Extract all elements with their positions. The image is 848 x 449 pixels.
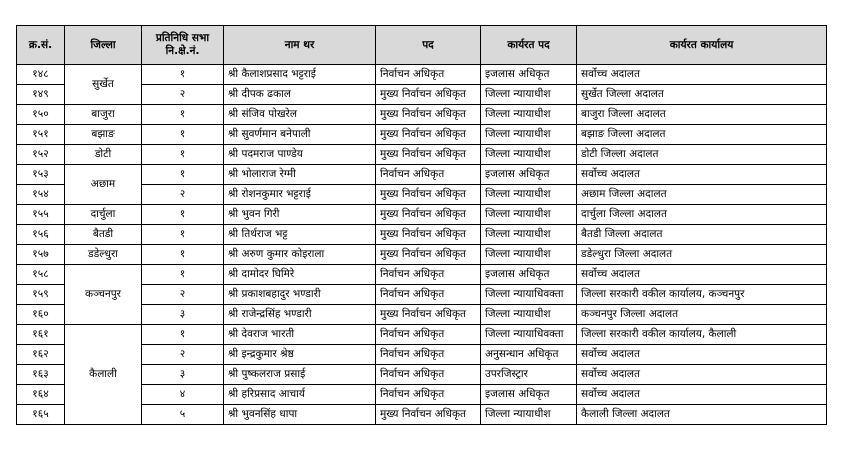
cell-working-office: सर्वोच्च अदालत xyxy=(577,265,827,285)
cell-constituency: १ xyxy=(142,225,224,245)
cell-post: निर्वाचन अधिकृत xyxy=(376,65,481,85)
cell-working-office: सर्वोच्च अदालत xyxy=(577,345,827,365)
cell-district: बैतडी xyxy=(65,225,142,245)
cell-district: दार्चुला xyxy=(65,205,142,225)
cell-district: कञ्चनपुर xyxy=(65,265,142,325)
header-name: नाम थर xyxy=(224,26,376,65)
cell-district: डडेल्धुरा xyxy=(65,245,142,265)
cell-name: श्री तिर्थराज भट्ट xyxy=(224,225,376,245)
table-row xyxy=(17,325,827,345)
cell-constituency: १ xyxy=(142,165,224,185)
cell-constituency: १ xyxy=(142,125,224,145)
table-row xyxy=(17,245,827,265)
cell-sn: १६२ xyxy=(17,345,65,365)
cell-district: बाजुरा xyxy=(65,105,142,125)
cell-constituency: २ xyxy=(142,285,224,305)
table-row xyxy=(17,145,827,165)
table-row xyxy=(17,125,827,145)
table-row xyxy=(17,105,827,125)
cell-post: मुख्य निर्वाचन अधिकृत xyxy=(376,185,481,205)
cell-post: मुख्य निर्वाचन अधिकृत xyxy=(376,125,481,145)
cell-working-post: इजलास अधिकृत xyxy=(481,65,577,85)
cell-working-office: जिल्ला सरकारी वकील कार्यालय, कञ्चनपुर xyxy=(577,285,827,305)
cell-working-office: सर्वोच्च अदालत xyxy=(577,385,827,405)
cell-name: श्री पुष्कलराज प्रसाई xyxy=(224,365,376,385)
cell-working-post: जिल्ला न्यायाधीश xyxy=(481,405,577,425)
header-row xyxy=(17,26,827,65)
cell-post: मुख्य निर्वाचन अधिकृत xyxy=(376,225,481,245)
table-row xyxy=(17,65,827,85)
header-constituency: प्रतिनिधि सभा नि.क्षे.नं. xyxy=(142,26,224,65)
cell-name: श्री रोशनकुमार भट्टराई xyxy=(224,185,376,205)
cell-constituency: १ xyxy=(142,265,224,285)
cell-sn: १५६ xyxy=(17,225,65,245)
cell-sn: १४९ xyxy=(17,85,65,105)
cell-name: श्री हरिप्रसाद आचार्य xyxy=(224,385,376,405)
cell-name: श्री कैलाशप्रसाद भट्टराई xyxy=(224,65,376,85)
cell-sn: १५९ xyxy=(17,285,65,305)
cell-constituency: १ xyxy=(142,325,224,345)
cell-sn: १६० xyxy=(17,305,65,325)
cell-sn: १५५ xyxy=(17,205,65,225)
cell-sn: १५४ xyxy=(17,185,65,205)
header-sn: क्र.सं. xyxy=(17,26,65,65)
cell-working-post: जिल्ला न्यायाधिवक्ता xyxy=(481,325,577,345)
cell-working-post: जिल्ला न्यायाधीश xyxy=(481,185,577,205)
cell-post: मुख्य निर्वाचन अधिकृत xyxy=(376,405,481,425)
cell-sn: १५८ xyxy=(17,265,65,285)
cell-post: निर्वाचन अधिकृत xyxy=(376,165,481,185)
cell-name: श्री प्रकाशबहादुर भण्डारी xyxy=(224,285,376,305)
cell-working-post: जिल्ला न्यायाधीश xyxy=(481,105,577,125)
cell-post: निर्वाचन अधिकृत xyxy=(376,285,481,305)
cell-working-office: सुर्खेत जिल्ला अदालत xyxy=(577,85,827,105)
cell-working-office: बझाङ जिल्ला अदालत xyxy=(577,125,827,145)
cell-name: श्री भोलाराज रेग्मी xyxy=(224,165,376,185)
cell-district: बझाङ xyxy=(65,125,142,145)
cell-working-office: कैलाली जिल्ला अदालत xyxy=(577,405,827,425)
cell-working-office: डोटी जिल्ला अदालत xyxy=(577,145,827,165)
cell-working-office: डडेल्धुरा जिल्ला अदालत xyxy=(577,245,827,265)
cell-constituency: २ xyxy=(142,85,224,105)
header-working-office: कार्यरत कार्यालय xyxy=(577,26,827,65)
cell-sn: १५० xyxy=(17,105,65,125)
cell-working-office: सर्वोच्च अदालत xyxy=(577,365,827,385)
cell-working-office: बाजुरा जिल्ला अदालत xyxy=(577,105,827,125)
table-row xyxy=(17,205,827,225)
cell-district: सुर्खेत xyxy=(65,65,142,105)
cell-working-post: इजलास अधिकृत xyxy=(481,165,577,185)
cell-working-post: इजलास अधिकृत xyxy=(481,265,577,285)
cell-post: निर्वाचन अधिकृत xyxy=(376,385,481,405)
cell-constituency: ३ xyxy=(142,305,224,325)
cell-sn: १५३ xyxy=(17,165,65,185)
cell-post: मुख्य निर्वाचन अधिकृत xyxy=(376,245,481,265)
cell-working-post: जिल्ला न्यायाधीश xyxy=(481,125,577,145)
cell-district: अछाम xyxy=(65,165,142,205)
cell-working-office: कञ्चनपुर जिल्ला अदालत xyxy=(577,305,827,325)
cell-post: निर्वाचन अधिकृत xyxy=(376,265,481,285)
cell-post: निर्वाचन अधिकृत xyxy=(376,325,481,345)
cell-name: श्री इन्द्रकुमार श्रेष्ठ xyxy=(224,345,376,365)
cell-constituency: १ xyxy=(142,245,224,265)
cell-working-post: जिल्ला न्यायाधिवक्ता xyxy=(481,285,577,305)
cell-name: श्री राजेन्द्रसिंह भण्डारी xyxy=(224,305,376,325)
cell-working-post: जिल्ला न्यायाधीश xyxy=(481,305,577,325)
header-post: पद xyxy=(376,26,481,65)
cell-name: श्री सुवर्णमान बनेपाली xyxy=(224,125,376,145)
cell-working-office: जिल्ला सरकारी वकील कार्यालय, कैलाली xyxy=(577,325,827,345)
cell-constituency: १ xyxy=(142,145,224,165)
cell-working-post: जिल्ला न्यायाधीश xyxy=(481,225,577,245)
cell-working-post: जिल्ला न्यायाधीश xyxy=(481,85,577,105)
cell-sn: १५७ xyxy=(17,245,65,265)
cell-post: मुख्य निर्वाचन अधिकृत xyxy=(376,105,481,125)
cell-sn: १६३ xyxy=(17,365,65,385)
cell-working-office: सर्वोच्च अदालत xyxy=(577,65,827,85)
cell-working-office: सर्वोच्च अदालत xyxy=(577,165,827,185)
officer-table xyxy=(16,25,827,425)
cell-sn: १५२ xyxy=(17,145,65,165)
cell-name: श्री भुवन गिरी xyxy=(224,205,376,225)
cell-sn: १४८ xyxy=(17,65,65,85)
cell-name: श्री भुवनसिंह धापा xyxy=(224,405,376,425)
cell-name: श्री अरुण कुमार कोइराला xyxy=(224,245,376,265)
cell-sn: १५१ xyxy=(17,125,65,145)
cell-constituency: १ xyxy=(142,105,224,125)
cell-constituency: ३ xyxy=(142,365,224,385)
cell-sn: १६५ xyxy=(17,405,65,425)
cell-constituency: १ xyxy=(142,65,224,85)
cell-name: श्री दीपक ढकाल xyxy=(224,85,376,105)
header-district: जिल्ला xyxy=(65,26,142,65)
table-row xyxy=(17,225,827,245)
cell-working-post: जिल्ला न्यायाधीश xyxy=(481,205,577,225)
cell-name: श्री देवराज भारती xyxy=(224,325,376,345)
cell-constituency: ५ xyxy=(142,405,224,425)
cell-working-post: उपरजिस्ट्रार xyxy=(481,365,577,385)
cell-constituency: २ xyxy=(142,185,224,205)
cell-working-office: बैतडी जिल्ला अदालत xyxy=(577,225,827,245)
cell-name: श्री पदमराज पाण्डेय xyxy=(224,145,376,165)
cell-district: डोटी xyxy=(65,145,142,165)
cell-constituency: २ xyxy=(142,345,224,365)
header-working-post: कार्यरत पद xyxy=(481,26,577,65)
cell-constituency: ४ xyxy=(142,385,224,405)
cell-constituency: १ xyxy=(142,205,224,225)
cell-working-post: इजलास अधिकृत xyxy=(481,385,577,405)
table-row xyxy=(17,165,827,185)
cell-district: कैलाली xyxy=(65,325,142,425)
cell-sn: १६१ xyxy=(17,325,65,345)
cell-post: मुख्य निर्वाचन अधिकृत xyxy=(376,145,481,165)
cell-post: मुख्य निर्वाचन अधिकृत xyxy=(376,205,481,225)
cell-sn: १६४ xyxy=(17,385,65,405)
cell-working-office: दार्चुला जिल्ला अदालत xyxy=(577,205,827,225)
cell-post: मुख्य निर्वाचन अधिकृत xyxy=(376,85,481,105)
cell-working-office: अछाम जिल्ला अदालत xyxy=(577,185,827,205)
table-row xyxy=(17,265,827,285)
cell-post: निर्वाचन अधिकृत xyxy=(376,365,481,385)
cell-working-post: जिल्ला न्यायाधीश xyxy=(481,245,577,265)
cell-working-post: अनुसन्धान अधिकृत xyxy=(481,345,577,365)
cell-post: निर्वाचन अधिकृत xyxy=(376,345,481,365)
cell-name: श्री संजिव पोखरेल xyxy=(224,105,376,125)
cell-post: मुख्य निर्वाचन अधिकृत xyxy=(376,305,481,325)
cell-working-post: जिल्ला न्यायाधीश xyxy=(481,145,577,165)
cell-name: श्री दामोदर घिमिरे xyxy=(224,265,376,285)
